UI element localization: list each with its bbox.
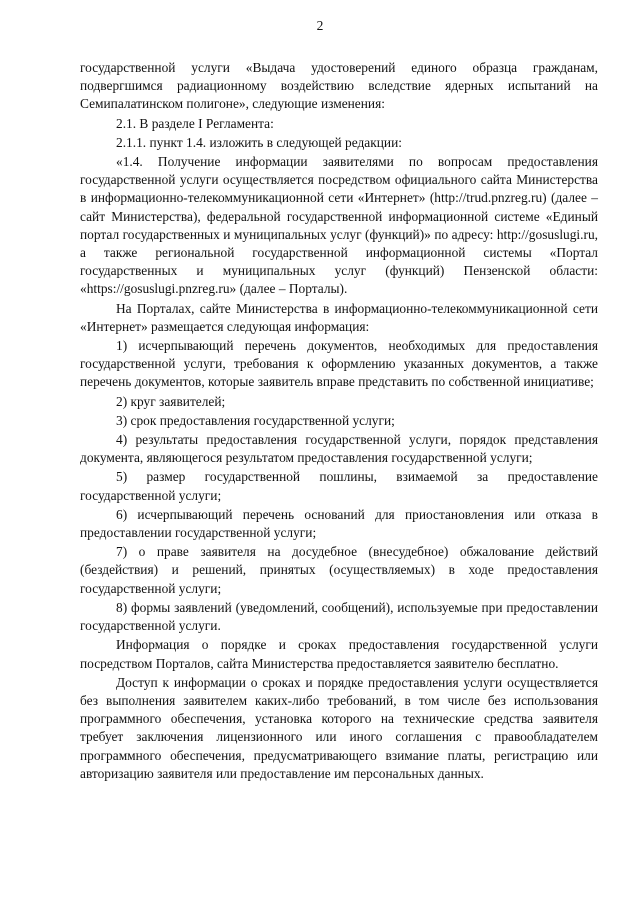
paragraph: 2.1. В разделе I Регламента: <box>116 115 274 131</box>
paragraph: «1.4. Получение информации заявителями по вопросам предоставления государственной услуги осуществляется посредством официального сайта Министерства в информационно-телекоммуникационной сети «Интернет» (http://trud.pnzreg.ru) (далее – сайт Министерства), федеральной государственной информационной системе «Единый портал государственных и муниципальных услуг (функций)» по адресу: http://gosuslugi.ru, а также региональной государственной информационной системы «Портал государственных и муниципальных услуг (функций) Пензенской области: «https://gosuslugi.pnzreg.ru» (далее – Порталы). <box>80 154 598 297</box>
paragraph: На Порталах, сайте Министерства в информационно-телекоммуникационной сети «Интернет» размещается следующая информация: <box>80 300 598 334</box>
paragraph: Доступ к информации о сроках и порядке предоставления услуги осуществляется без выполнения заявителем каких-либо требований, в том числе без использования программного обеспечения, установка которого на технические средства заявителя требует заключения лицензионного или иного соглашения с правообладателем программного обеспечения, предусматривающего взимание платы, регистрацию или авторизацию заявителя или предоставление им персональных данных. <box>80 674 598 781</box>
paragraph: 3) срок предоставления государственной услуги; <box>116 412 395 428</box>
page-number: 2 <box>316 18 324 33</box>
paragraph: 8) формы заявлений (уведомлений, сообщений), используемые при предоставлении государственной услуги. <box>80 599 598 634</box>
paragraph: Информация о порядке и сроках предоставления государственной услуги посредством Порталов, сайта Министерства предоставляется заявителю бесплатно. <box>80 637 598 671</box>
paragraph: 4) результаты предоставления государственной услуги, порядок представления документа, являющегося результатом предоставления государственной услуги; <box>80 432 598 466</box>
paragraph: государственной услуги «Выдача удостоверений единого образца гражданам, подвергшимся радиационному воздействию вследствие ядерных испытаний на Семипалатинском полигоне», следующие изменения: <box>80 60 598 112</box>
paragraph: 2.1.1. пункт 1.4. изложить в следующей редакции: <box>116 134 402 150</box>
paragraph: 7) о праве заявителя на досудебное (внесудебное) обжалование действий (бездействия) и решений, принятых (осуществляемых) в ходе предоставления государственной услуги; <box>80 544 598 596</box>
paragraph: 6) исчерпывающий перечень оснований для приостановления или отказа в предоставлении государственной услуги; <box>80 506 598 541</box>
document-body <box>80 59 598 783</box>
paragraph: 5) размер государственной пошлины, взимаемой за предоставление государственной услуги; <box>80 469 598 503</box>
paragraph: 1) исчерпывающий перечень документов, необходимых для предоставления государственной услуги, требования к оформлению указанных документов, а также перечень документов, которые заявитель вправе представить по собственной инициативе; <box>80 338 598 390</box>
paragraph: 2) круг заявителей; <box>116 393 226 409</box>
